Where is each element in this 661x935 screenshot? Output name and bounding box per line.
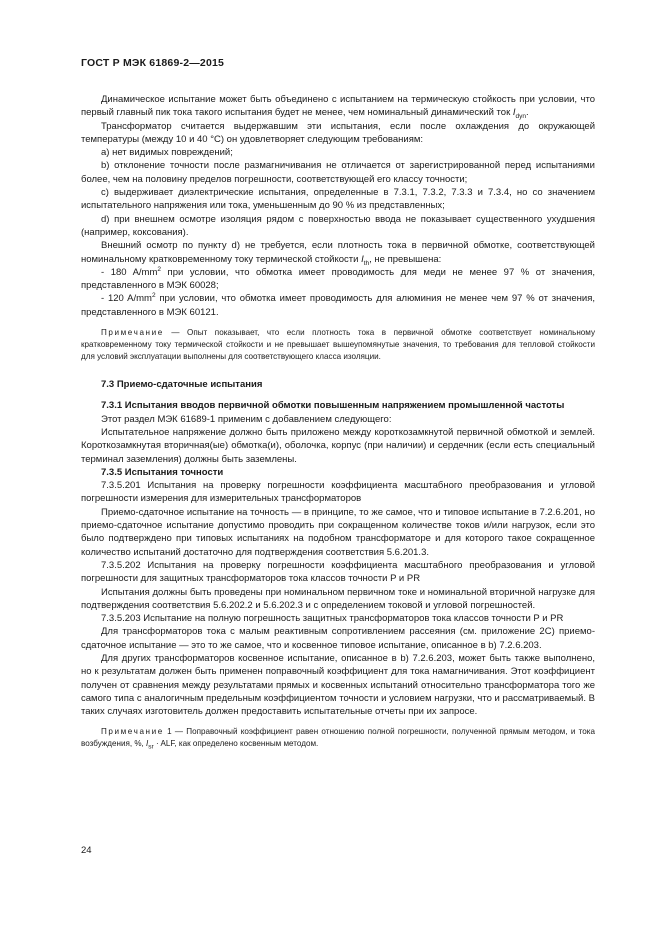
paragraph-test-voltage: Испытательное напряжение должно быть приложено между короткозамкнутой первичной обмоткой и землей. Короткозамкнутая вторичная(ые) обмотка(и), оболочка, корпус (при наличии) и сердечник (если есть специальный терминал заземления) должны быть заземлены.	[81, 426, 595, 465]
standard-header: ГОСТ Р МЭК 61869-2—2015	[81, 57, 225, 69]
list-item-a: a) нет видимых повреждений;	[101, 147, 233, 159]
paragraph-low-leakage: Для трансформаторов тока с малым реактивным сопротивлением рассеяния (см. приложение 2С) приемо-сдаточное испытание — это то же самое, что и косвенное типовое испытание, описанное в b) 7.2.6.203.	[81, 626, 595, 651]
paragraph-7-3-5-202: 7.3.5.202 Испытания на проверку погрешности коэффициента масштабного преобразования и угловой погрешности для защитных трансформаторов тока классов точности P и PR	[81, 559, 595, 585]
dash-item-copper: - 180 $A/mm^2$ при условии, что обмотка имеет проводимость для меди не менее 97 % от значения, представленного в МЭК 60028;	[81, 265, 595, 292]
list-item-b: b) отклонение точности после размагничивания не отличается от зарегистрированной перед испытаниями более, чем на половину пределов погрешности, соответствующей его классу точности;	[81, 160, 595, 185]
section-heading-7-3-5: 7.3.5 Испытания точности	[101, 466, 224, 478]
dash-item-aluminium: - 120 $A/mm^2$ при условии, что обмотка имеет проводимость для алюминия не менее чем 97 % от значения, представленного в МЭК 60121.	[81, 292, 595, 318]
paragraph-dynamic-test: Динамическое испытание может быть объединено с испытанием на термическую стойкость при условии, что первый главный пик тока такого испытания будет не менее, чем номинальный динамический ток $I_{dyn}$.	[81, 94, 595, 121]
paragraph-visual-inspection: Внешний осмотр по пункту d) не требуется, если плотность тока в первичной обмотке, соответствующей номинальному кратковременному току термической стойкости $I_{th}$, не превышена:	[81, 240, 595, 267]
paragraph-requirements-intro: Трансформатор считается выдержавшим эти испытания, если после охлаждения до окружающей температуры (между 10 и 40 °С) он удовлетворяет следующим требованиям:	[81, 120, 595, 145]
paragraph-other-transformers: Для других трансформаторов косвенное испытание, описанное в b) 7.2.6.203, может быть также выполнено, но к результатам должен быть применен поправочный коэффициент для тока намагничивания. Этот коэффициент получен от сравнения между результатами прямых и косвенных испытаний относительно трансформатора того же самого типа с аналогичным предельным коэффициентом точности и условием нагрузки, что и рассматриваемый. В таких случаях изготовитель должен предоставить испытательные отчеты при их запросе.	[81, 652, 595, 718]
note-thermal: Примечание — Опыт показывает, что если плотность тока в первичной обмотке соответствует номинальному кратковременному току термической стойкости и не превышает вышеупомянутые значения, то требования для тепловой стойкости для условий эксплуатации выполнены для соответствующего класса изоляции.	[81, 328, 595, 362]
paragraph-rated-current-tests: Испытания должны быть проведены при номинальном первичном токе и номинальной вторичной нагрузке для подтверждения соответствия 5.6.202.2 и 5.6.202.3 и с определением токовой и угловой погрешностей.	[81, 586, 595, 611]
section-heading-7-3-1: 7.3.1 Испытания вводов первичной обмотки повышенным напряжением промышленной частоты	[101, 400, 565, 412]
paragraph-applicability: Этот раздел МЭК 61689-1 применим с добавлением следующего:	[101, 413, 392, 425]
list-item-d: d) при внешнем осмотре изоляция рядом с поверхностью ввода не показывает существенного ухудшения (например, коксования).	[81, 213, 595, 238]
page-content	[81, 93, 595, 750]
note-correction-factor: Примечание 1 — Поправочный коэффициент равен отношению полной погрешности, полученной прямым методом, и тока возбуждения, %, $I_{sr}$ · ALF, как определено косвенным методом.	[81, 727, 595, 752]
section-heading-7-3: 7.3 Приемо-сдаточные испытания	[101, 379, 263, 391]
page-number: 24	[81, 845, 92, 856]
list-item-c: c) выдерживает диэлектрические испытания, определенные в 7.3.1, 7.3.2, 7.3.3 и 7.3.4, но со значением испытательного напряжения или тока, уменьшенным до 90 % из представленных;	[81, 187, 595, 212]
paragraph-7-3-5-203: 7.3.5.203 Испытание на полную погрешность защитных трансформаторов тока классов точности P и PR	[101, 613, 564, 625]
paragraph-7-3-5-201: 7.3.5.201 Испытания на проверку погрешности коэффициента масштабного преобразования и угловой погрешности измерения для измерительных трансформаторов	[81, 480, 595, 505]
paragraph-routine-accuracy: Приемо-сдаточное испытание на точность — в принципе, то же самое, что и типовое испытание в 7.2.6.201, но приемо-сдаточное испытание допустимо проводить при сокращенном количестве токов и/или нагрузок, если это было подтверждено при типовых испытаниях на подобном трансформаторе и для которого такое сокращенное количество испытаний достаточно для подтверждения соответствия 5.6.201.3.	[81, 506, 595, 558]
